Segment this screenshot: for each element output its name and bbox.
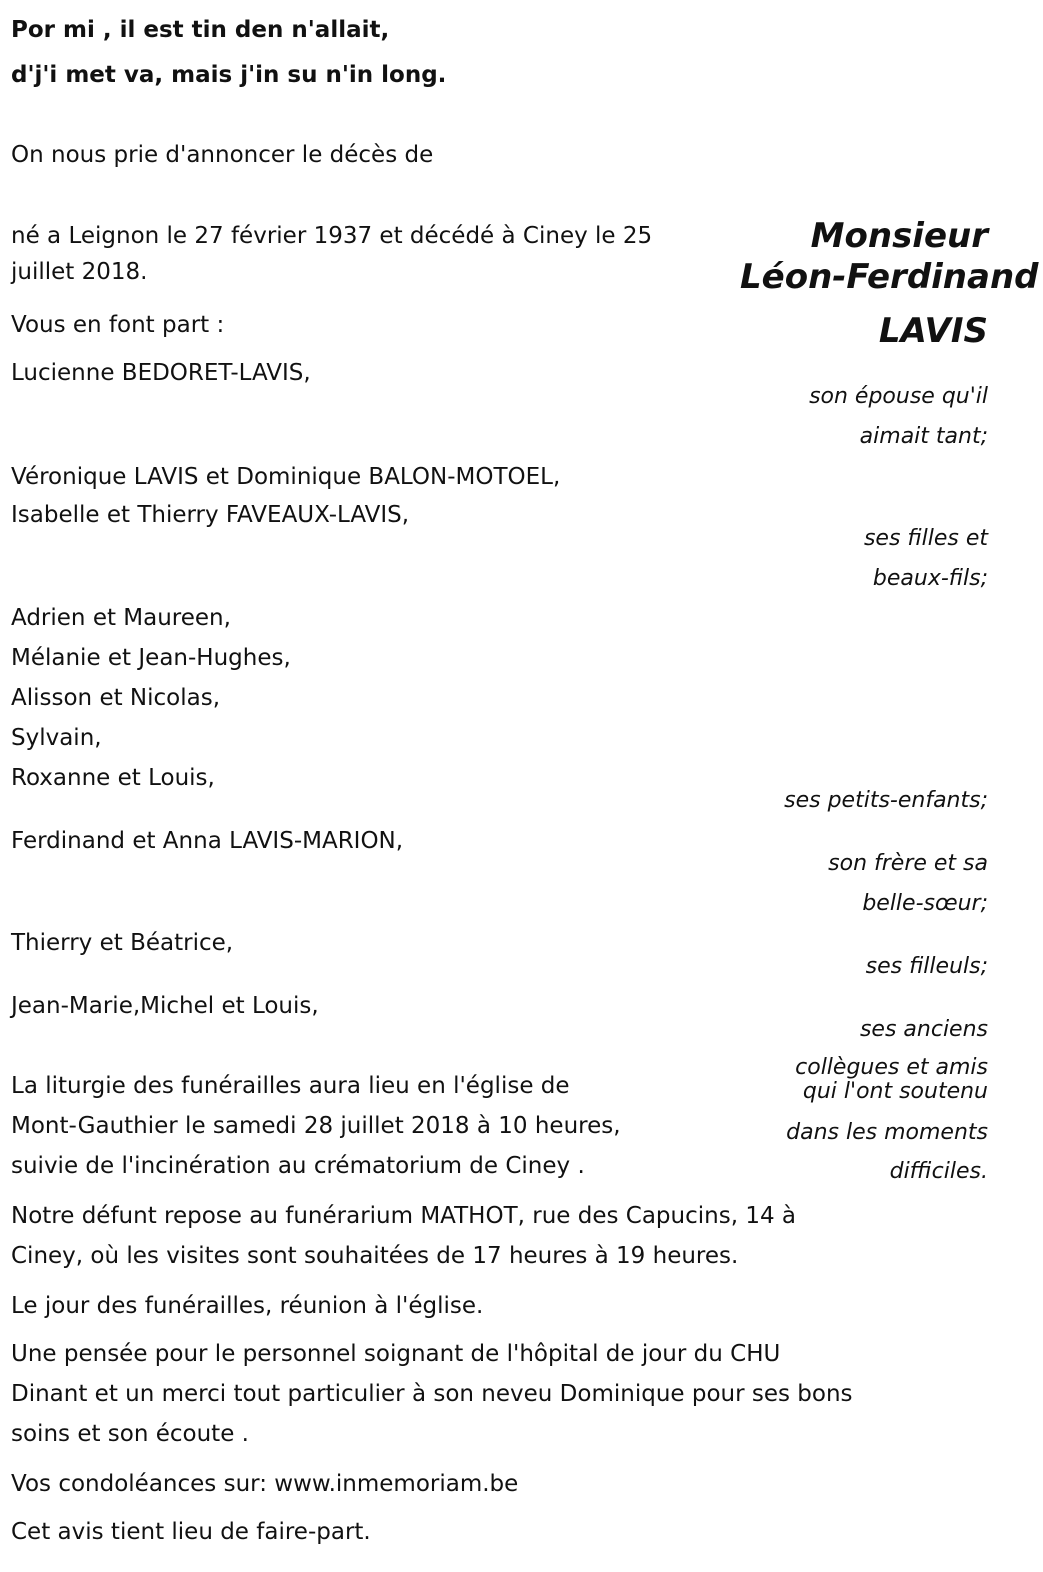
family-grandchild: Alisson et Nicolas,: [11, 685, 221, 711]
family-grandchild: Mélanie et Jean-Hughes,: [11, 645, 291, 671]
relation-colleagues: difficiles.: [889, 1159, 988, 1184]
family-godchildren: Thierry et Béatrice,: [11, 930, 234, 956]
rest-text: Notre défunt repose au funérarium MATHOT, rue des Capucins, 14 à: [11, 1203, 796, 1229]
deceased-last-name: LAVIS: [878, 311, 988, 351]
meeting-text: Le jour des funérailles, réunion à l'église.: [11, 1293, 484, 1319]
relation-brother: belle-sœur;: [862, 891, 988, 916]
deceased-title: Monsieur: [810, 216, 988, 256]
relation-colleagues: collègues et amis: [795, 1055, 988, 1080]
relation-colleagues: ses anciens: [859, 1017, 988, 1042]
condolences-text: Vos condoléances sur: www.inmemoriam.be: [11, 1471, 519, 1497]
relation-godchildren: ses filleuls;: [865, 954, 988, 979]
birth-text: né a Leignon le 27 février 1937 et décédé à Ciney le 25: [11, 223, 653, 249]
relation-spouse: aimait tant;: [859, 424, 988, 449]
birth-text: juillet 2018.: [11, 259, 148, 285]
relation-spouse: son épouse qu'il: [809, 384, 988, 409]
relation-daughters: beaux-fils;: [872, 566, 988, 591]
relation-colleagues: qui l'ont soutenu: [802, 1079, 988, 1104]
thanks-text: Dinant et un merci tout particulier à son neveu Dominique pour ses bons: [11, 1381, 853, 1407]
poem-line: Por mi , il est tin den n'allait,: [11, 17, 390, 43]
intro-text: On nous prie d'annoncer le décès de: [11, 142, 434, 168]
closing-text: Cet avis tient lieu de faire-part.: [11, 1519, 371, 1545]
relation-colleagues: dans les moments: [786, 1120, 988, 1145]
family-colleagues: Jean-Marie,Michel et Louis,: [11, 993, 319, 1019]
announce-text: Vous en font part :: [11, 312, 225, 338]
family-brother: Ferdinand et Anna LAVIS-MARION,: [11, 828, 404, 854]
family-daughter: Isabelle et Thierry FAVEAUX-LAVIS,: [11, 502, 410, 528]
liturgy-text: Mont-Gauthier le samedi 28 juillet 2018 à 10 heures,: [11, 1113, 621, 1139]
poem-line: d'j'i met va, mais j'in su n'in long.: [11, 62, 447, 88]
relation-brother: son frère et sa: [828, 851, 988, 876]
relation-daughters: ses filles et: [863, 526, 988, 551]
family-grandchild: Adrien et Maureen,: [11, 605, 231, 631]
family-grandchild: Roxanne et Louis,: [11, 765, 215, 791]
relation-grandchildren: ses petits-enfants;: [784, 788, 988, 813]
thanks-text: Une pensée pour le personnel soignant de l'hôpital de jour du CHU: [11, 1341, 781, 1367]
liturgy-text: La liturgie des funérailles aura lieu en l'église de: [11, 1073, 570, 1099]
thanks-text: soins et son écoute .: [11, 1421, 249, 1447]
family-grandchild: Sylvain,: [11, 725, 102, 751]
family-daughter: Véronique LAVIS et Dominique BALON-MOTOEL,: [11, 464, 561, 490]
rest-text: Ciney, où les visites sont souhaitées de 17 heures à 19 heures.: [11, 1243, 739, 1269]
deceased-first-name: Léon-Ferdinand: [740, 257, 1039, 297]
family-spouse: Lucienne BEDORET-LAVIS,: [11, 360, 311, 386]
liturgy-text: suivie de l'incinération au crématorium de Ciney .: [11, 1153, 585, 1179]
